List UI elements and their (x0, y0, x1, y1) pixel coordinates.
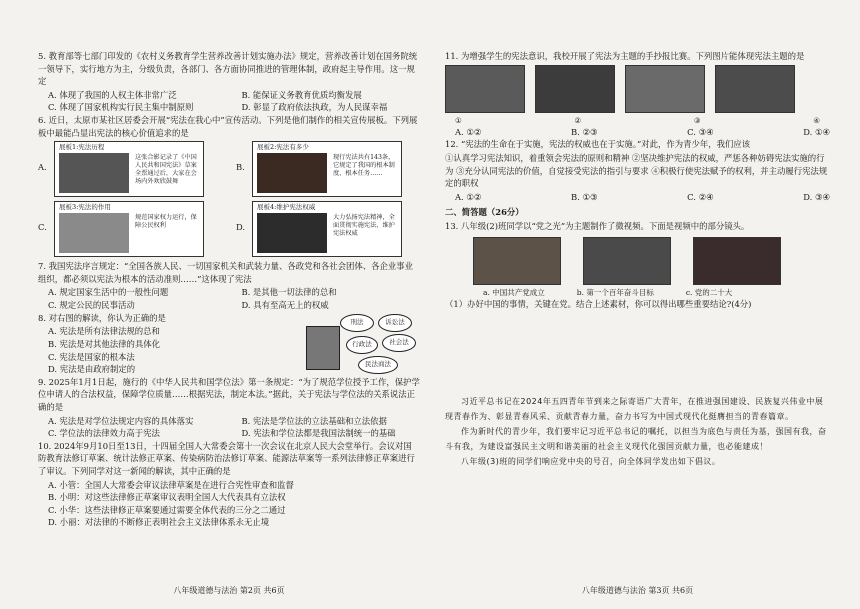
q8-option-c: C. 宪法是国家的根本法 (48, 351, 135, 362)
q9-option-c: C. 学位法的法律效力高于宪法 (48, 428, 160, 439)
q13-photos (473, 237, 830, 285)
exhibit-letter: A. (38, 162, 47, 173)
q7-stem: 7. 我国宪法序言规定：“全国各族人民、一切国家机关和武装力量、各政党和各社会团体、各企业事业组织，都必须以宪法为根本的活动准则……”这体现了宪法 (38, 261, 414, 284)
q8-stem: 8. 对右图的解读，你认为正确的是 (38, 312, 166, 323)
law-bubble: 社会法 (382, 334, 416, 352)
q6-exhibit-b (236, 141, 420, 197)
exhibit-title: 展板3:宪法的作用 (59, 203, 111, 212)
answer-space (445, 312, 830, 394)
speech-paragraph: 习近平总书记在2024年五四青年节到来之际寄语广大青年，在推进强国建设、民族复兴伟业中展现青春作为、彰显青春风采、贡献青春力量，奋力书写为中国式现代化挺膺担当的青春篇章。 (445, 396, 824, 421)
q8-option-d: D. 宪法是由政府制定的 (48, 364, 136, 375)
exhibit-photo (59, 213, 129, 253)
exhibit-text: 规范国家权力运行，保障公民权利 (135, 214, 197, 230)
page-footer-right: 八年级道德与法治 第3页 共6页 (581, 586, 694, 595)
q13-sub1: （1）办好中国的事情，关键在党。结合上述素材，你可以得出哪些重要结论?(4分) (445, 298, 752, 309)
law-bubble: 民法商法 (358, 356, 398, 374)
q8-option-a: A. 宪法是所有法律法规的总和 (48, 326, 160, 337)
q13-stem: 13. 八年级(2)班同学以“党之光”为主题制作了微视频。下面是视频中的部分镜头。 (445, 221, 750, 232)
exhibit-photo (257, 153, 327, 193)
exhibit-title: 展板1:宪法历程 (59, 143, 105, 152)
q12-option-d: D. ③④ (803, 191, 830, 202)
q12-option-a: A. ①② (455, 191, 482, 202)
q7-option-d: D. 具有至高无上的权威 (241, 300, 329, 311)
q5-option-d: D. 彰显了政府依法执政，为人民谋幸福 (241, 102, 388, 113)
q11-option-a: A. ①② (455, 126, 482, 137)
right-column (445, 50, 830, 602)
exhibit-text: 大力弘扬宪法精神，全面贯彻实施宪法，维护宪法权威 (333, 214, 395, 237)
q10-option-d: D. 小丽：对法律的不断修正表明社会主义法律体系永无止境 (48, 517, 270, 528)
q5-option-c: C. 体现了国家机构实行民主集中制原则 (48, 102, 194, 113)
q11-photo-1 (445, 65, 525, 113)
q12-items: ①认真学习宪法知识，着重领会宪法的原则和精神 ②坚决维护宪法的权威，严惩各种妨碍宪法实施的行为 ③充分认同宪法的价值，自觉接受宪法的指引与要求 ④积极行使宪法赋予的权利，并主动履行宪法规定的职权 (445, 153, 828, 189)
q11-photo-4 (715, 65, 795, 113)
photo-caption: ② (574, 115, 582, 125)
exhibit-title: 展板2:宪法有多少 (257, 143, 309, 152)
q12-option-b: B. ①③ (571, 191, 598, 202)
photo-caption: ③ (693, 115, 701, 125)
q13-photo-b (583, 237, 671, 285)
q11-option-b: B. ②③ (571, 126, 598, 137)
q7-option-c: C. 规定公民的民事活动 (48, 300, 135, 311)
exhibit-text: 现行宪法共有143条，它规定了我国的根本制度、根本任务…… (333, 154, 395, 177)
q6-exhibit-a (38, 141, 222, 197)
speech-paragraph: 八年级(3)班的同学们响应党中央的号召，向全体同学发出如下倡议。 (461, 457, 721, 467)
speech-passage (445, 394, 830, 470)
q9-option-a: A. 宪法是对学位法规定内容的具体落实 (48, 415, 194, 426)
q6-stem: 6. 近日，太原市某社区居委会开展“宪法在我心中”宣传活动。下列是他们制作的相关宣传展板。下列展板中最能凸显出宪法的核心价值追求的是 (38, 115, 418, 138)
q11-option-c: C. ③④ (687, 126, 714, 137)
q13-photo-c (693, 237, 781, 285)
q11-photo-2 (535, 65, 615, 113)
q11-option-d: D. ①④ (803, 126, 830, 137)
q10-stem: 10. 2024年9月10日至13日，十四届全国人大常委会第十一次会议在北京人民大会堂举行。会议对国防教育法修订草案、统计法修正草案、传染病防治法修订草案、能源法草案等一系列法律修正草案进行了审议。下列同学对这一新闻的解读，其中正确的是 (38, 440, 415, 477)
constitution-pillar (306, 326, 340, 370)
q11-captions (445, 115, 830, 126)
q8-block (38, 312, 420, 376)
exhibit-letter: B. (236, 162, 245, 173)
q8-option-b: B. 宪法是对其他法律的具体化 (48, 338, 160, 349)
q12-stem: 12. “宪法的生命在于实施，宪法的权威也在于实施。”对此，作为青少年，我们应该 (445, 139, 751, 150)
q6-exhibit-d (236, 201, 420, 257)
q13-captions (483, 287, 830, 298)
q11-photos (445, 65, 830, 113)
q13-photo-a (473, 237, 561, 285)
q11-stem: 11. 为增强学生的宪法意识，我校开展了宪法为主题的手抄报比赛。下列图片能体现宪法主题的是 (445, 51, 805, 61)
q5-option-b: B. 能保证义务教育优质均衡发展 (241, 89, 362, 100)
exhibit-photo (59, 153, 129, 193)
q11-photo-3 (625, 65, 705, 113)
photo-caption: b. 第一个百年奋斗目标 (576, 287, 654, 297)
law-bubble: 行政法 (346, 336, 378, 354)
section-heading: 二、简答题（26分） (445, 206, 524, 217)
exhibit-letter: C. (38, 222, 47, 233)
exhibit-title: 展板4:维护宪法权威 (257, 203, 316, 212)
q10-option-c: C. 小华：这些法律修正草案要通过需要全体代表的三分之二通过 (48, 504, 286, 515)
q7-option-a: A. 规定国家生活中的一般性问题 (48, 287, 169, 298)
q5-stem: 5. 教育部等七部门印发的《农村义务教育学生营养改善计划实施办法》规定，营养改善计划在国务院统一领导下，实行地方为主，分级负责，各部门、各方面协同推进的管理体制，政府起主导作用。这一规定 (38, 51, 418, 87)
left-column (38, 50, 420, 602)
photo-caption: ① (455, 115, 462, 125)
photo-caption: c. 党的二十大 (685, 287, 733, 297)
exhibit-text: 这张合影记录了《中国人民共和国宪法》草案全票通过后，大家在会场内外欢欣鼓舞 (135, 154, 197, 185)
exhibit-photo (257, 213, 327, 253)
law-system-diagram (300, 312, 420, 376)
exhibit-letter: D. (236, 222, 246, 233)
photo-caption: ④ (813, 115, 820, 125)
law-bubble: 诉讼法 (378, 314, 412, 332)
q7-option-b: B. 是其他一切法律的总和 (241, 287, 337, 298)
q9-option-b: B. 宪法是学位法的立法基础和立法依据 (241, 415, 387, 426)
q5-option-a: A. 体现了我国的人权主体非常广泛 (48, 89, 177, 100)
speech-paragraph: 作为新时代的青少年，我们要牢记习近平总书记的嘱托，以担当为底色与责任为基，强国有我，奋斗有我，为建设富强民主文明和谐美丽的社会主义现代化强国贡献力量，也必能建成！ (445, 426, 827, 452)
law-bubble: 刑法 (340, 314, 374, 332)
q6-exhibit-c (38, 201, 222, 257)
q10-option-b: B. 小明：对这些法律修正草案审议表明全国人大代表具有立法权 (48, 492, 286, 503)
q6-exhibits (38, 141, 420, 257)
photo-caption: a. 中国共产党成立 (483, 287, 545, 297)
q12-option-c: C. ②④ (687, 191, 714, 202)
q9-option-d: D. 宪法和学位法都是我国法制统一的基础 (241, 428, 396, 439)
page-footer-left: 八年级道德与法治 第2页 共6页 (173, 586, 285, 595)
q10-option-a: A. 小管：全国人大常委会审议法律草案是在进行合宪性审查和监督 (48, 479, 294, 490)
q9-stem: 9. 2025年1月1日起，施行的《中华人民共和国学位法》第一条规定：“为了规范学位授予工作，保护学位申请人的合法权益，保障学位质量……根据宪法，制定本法。”据此，关于宪法与学位法的关系说法正确的是 (38, 376, 420, 412)
